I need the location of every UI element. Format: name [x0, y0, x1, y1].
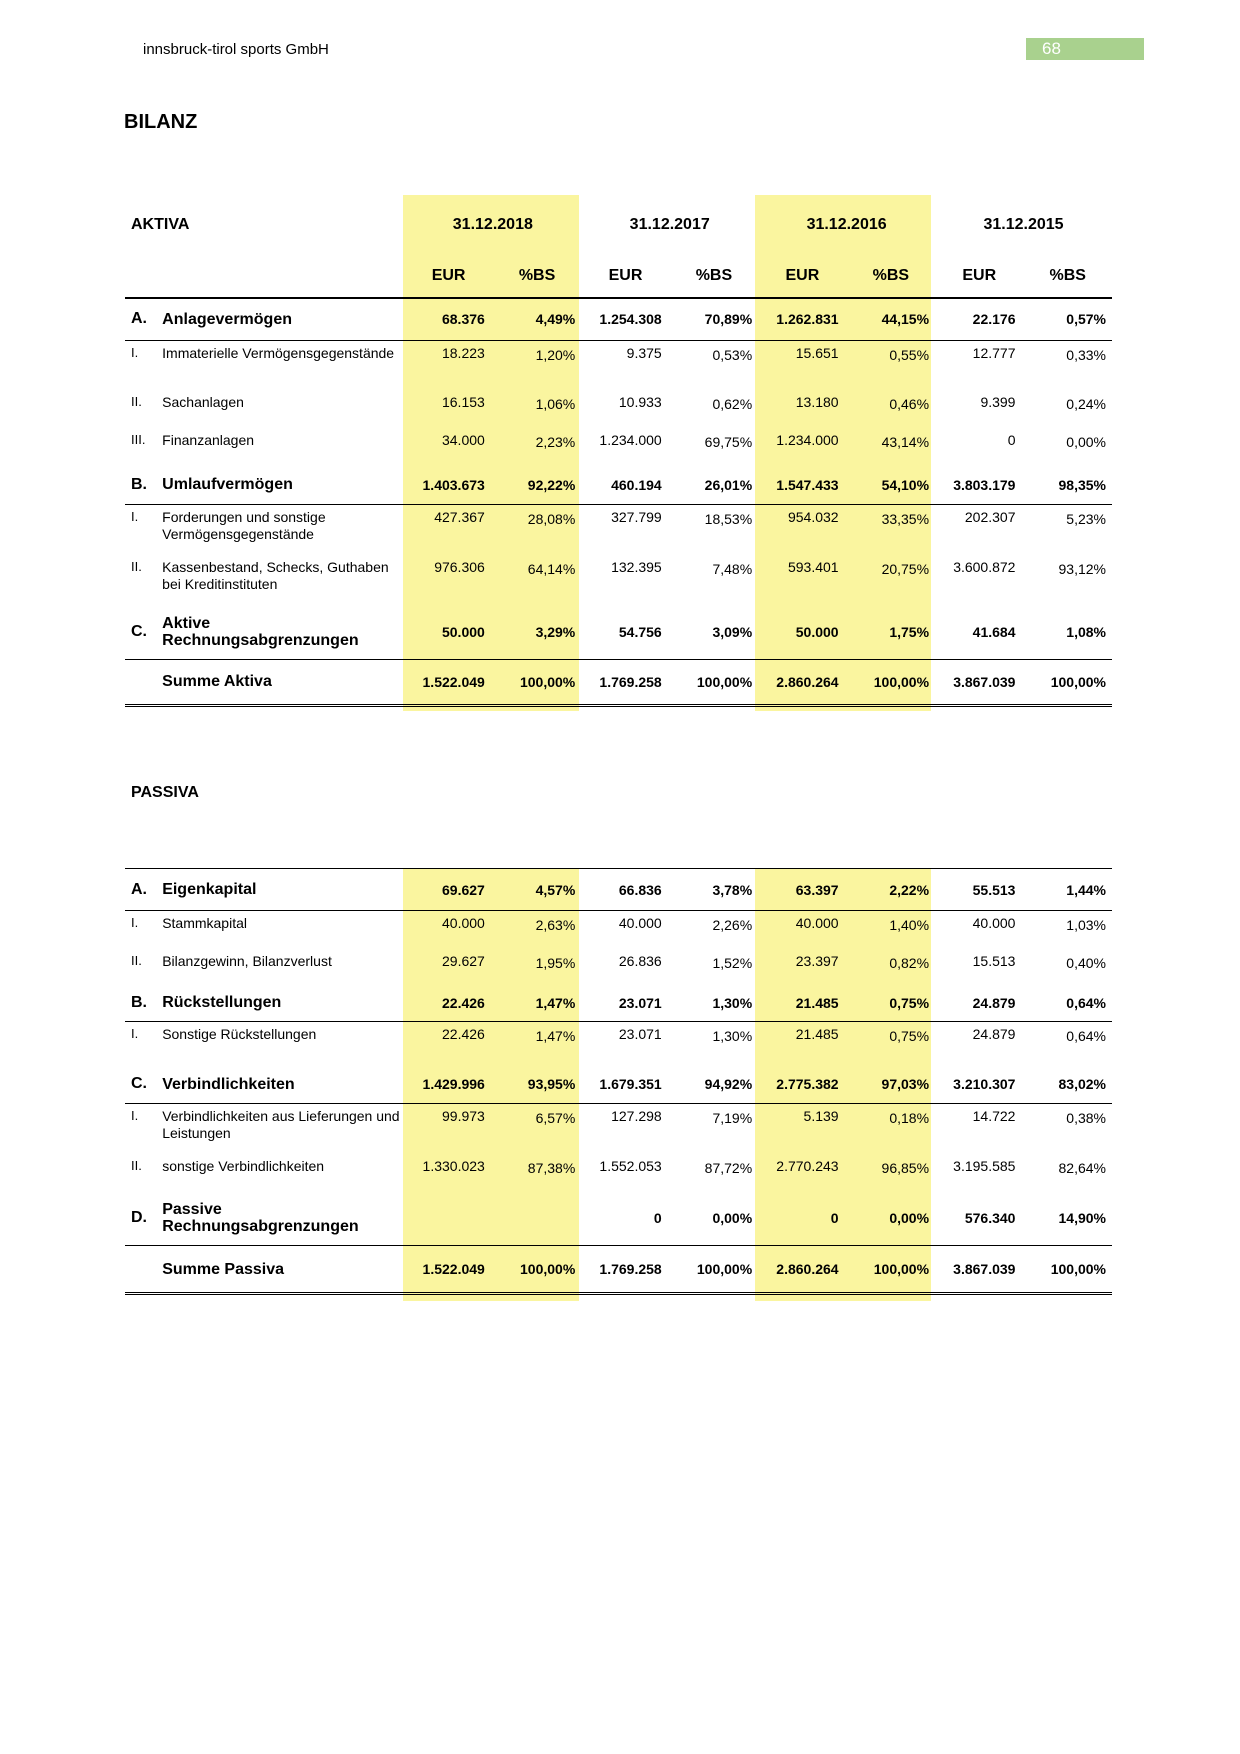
sum-label: Summe Passiva	[162, 1246, 404, 1294]
eur-header: EUR	[935, 254, 1023, 298]
value-cell: 40.000	[795, 915, 839, 931]
value-cell: 1.403.673	[404, 466, 492, 504]
value-cell: 98,35%	[1023, 466, 1112, 504]
value-cell: 0,64%	[1023, 985, 1112, 1022]
value-cell: 63.397	[758, 869, 846, 911]
date-header: 31.12.2018	[452, 216, 533, 233]
eur-header: EUR	[758, 254, 846, 298]
section-code: A.	[125, 298, 162, 340]
value-cell: 4,57%	[493, 869, 581, 911]
value-cell: 15.651	[795, 344, 839, 361]
value-cell: 15.513	[972, 952, 1016, 969]
value-cell: 92,22%	[493, 466, 581, 504]
value-cell: 0	[581, 1192, 669, 1246]
value-cell: 0,00%	[847, 1192, 935, 1246]
section-row	[125, 1066, 1112, 1104]
value-cell: 2,26%	[712, 917, 753, 933]
value-cell: 69,75%	[704, 434, 753, 450]
value-cell: 0,62%	[712, 396, 753, 412]
item-row	[125, 1154, 1112, 1192]
value-cell: 593.401	[787, 559, 839, 575]
value-cell: 26,01%	[670, 466, 758, 504]
item-label: Sonstige Rückstellungen	[162, 1026, 317, 1042]
value-cell: 44,15%	[847, 298, 935, 340]
value-cell: 3.600.872	[953, 559, 1016, 575]
value-cell: 94,92%	[670, 1066, 758, 1104]
item-row	[125, 504, 1112, 555]
value-cell: 0,75%	[847, 985, 935, 1022]
value-cell: 20,75%	[881, 561, 930, 577]
value-cell: 1,30%	[712, 1028, 753, 1044]
value-cell: 1,52%	[712, 954, 753, 971]
value-cell: 1,06%	[535, 396, 576, 412]
value-cell: 2,23%	[535, 434, 576, 450]
section-code: C.	[125, 605, 162, 659]
date-header: 31.12.2015	[983, 216, 1064, 233]
value-cell: 43,14%	[881, 434, 930, 450]
value-cell: 1,95%	[535, 954, 576, 971]
value-cell: 22.176	[935, 298, 1023, 340]
value-cell: 9.399	[980, 394, 1016, 410]
value-cell: 100,00%	[670, 659, 758, 705]
page-title: BILANZ	[124, 111, 198, 133]
section-code: A.	[125, 869, 162, 911]
value-cell: 70,89%	[670, 298, 758, 340]
passiva-label: PASSIVA	[131, 784, 199, 801]
value-cell: 100,00%	[847, 1246, 935, 1294]
value-cell: 7,19%	[712, 1110, 753, 1126]
value-cell: 23.071	[618, 1026, 662, 1042]
value-cell: 132.395	[611, 559, 662, 575]
value-cell: 1,75%	[847, 605, 935, 659]
value-cell: 0	[1007, 432, 1016, 448]
value-cell: 0,40%	[1066, 954, 1106, 971]
item-code: II.	[131, 394, 142, 409]
value-cell: 99.973	[442, 1108, 485, 1124]
item-row	[125, 428, 1112, 466]
value-cell: 14.722	[972, 1108, 1016, 1124]
value-cell: 96,85%	[881, 1159, 930, 1176]
item-code: I.	[131, 1108, 139, 1123]
value-cell: 1,03%	[1066, 917, 1106, 933]
value-cell: 1,47%	[535, 1028, 576, 1044]
value-cell: 2,63%	[535, 917, 576, 933]
value-cell: 976.306	[434, 559, 485, 575]
value-cell: 18.223	[441, 344, 485, 361]
value-cell	[493, 1192, 581, 1246]
item-row	[125, 911, 1112, 949]
value-cell: 100,00%	[493, 659, 581, 705]
value-cell: 54,10%	[847, 466, 935, 504]
item-row	[125, 949, 1112, 985]
value-cell: 0,33%	[1066, 346, 1106, 363]
value-cell: 1.769.258	[581, 1246, 669, 1294]
section-row	[125, 466, 1112, 504]
section-code: B.	[125, 985, 162, 1022]
section-row	[125, 298, 1112, 340]
value-cell: 54.756	[581, 605, 669, 659]
value-cell: 1.679.351	[581, 1066, 669, 1104]
value-cell: 0,64%	[1066, 1028, 1106, 1044]
value-cell: 50.000	[404, 605, 492, 659]
item-code: I.	[131, 344, 139, 360]
value-cell: 2.860.264	[758, 659, 846, 705]
section-code: B.	[125, 466, 162, 504]
value-cell: 21.485	[758, 985, 846, 1022]
item-row	[125, 1104, 1112, 1154]
value-cell: 21.485	[795, 1026, 839, 1042]
section-row	[125, 1192, 1112, 1246]
value-cell: 0	[758, 1192, 846, 1246]
value-cell: 1,08%	[1023, 605, 1112, 659]
value-cell: 41.684	[935, 605, 1023, 659]
value-cell: 1.552.053	[599, 1157, 662, 1174]
value-cell: 14,90%	[1023, 1192, 1112, 1246]
value-cell: 3,09%	[670, 605, 758, 659]
value-cell: 1.254.308	[581, 298, 669, 340]
value-cell: 100,00%	[1023, 1246, 1112, 1294]
value-cell: 0,53%	[712, 346, 753, 363]
value-cell: 12.777	[972, 344, 1016, 361]
value-cell: 460.194	[581, 466, 669, 504]
value-cell: 0,57%	[1023, 298, 1112, 340]
value-cell: 23.397	[795, 952, 839, 969]
eur-header: EUR	[581, 254, 669, 298]
value-cell: 1.769.258	[581, 659, 669, 705]
value-cell: 93,95%	[493, 1066, 581, 1104]
value-cell: 100,00%	[1023, 659, 1112, 705]
value-cell: 33,35%	[881, 510, 930, 527]
value-cell: 7,48%	[712, 561, 753, 577]
value-cell: 0,82%	[889, 954, 930, 971]
value-cell: 3,29%	[493, 605, 581, 659]
item-row	[125, 340, 1112, 390]
value-cell	[404, 1192, 492, 1246]
item-label: Stammkapital	[162, 915, 247, 931]
section-label: Rückstellungen	[162, 985, 404, 1022]
value-cell: 66.836	[581, 869, 669, 911]
value-cell: 1.234.000	[776, 432, 839, 448]
value-cell: 1.429.996	[404, 1066, 492, 1104]
value-cell: 83,02%	[1023, 1066, 1112, 1104]
value-cell: 1,44%	[1023, 869, 1112, 911]
value-cell: 40.000	[442, 915, 485, 931]
item-label: Forderungen und sonstige Vermögensgegenstände	[162, 508, 326, 542]
value-cell: 18,53%	[704, 510, 753, 527]
value-cell: 0,00%	[1066, 434, 1106, 450]
value-cell: 1.234.000	[599, 432, 662, 448]
value-cell: 202.307	[964, 508, 1016, 525]
section-label: Passive Rechnungsabgrenzungen	[162, 1192, 404, 1246]
value-cell: 69.627	[404, 869, 492, 911]
value-cell: 1,20%	[535, 346, 576, 363]
section-label: Anlagevermögen	[162, 298, 404, 340]
value-cell: 29.627	[442, 952, 485, 969]
value-cell: 327.799	[611, 508, 662, 525]
value-cell: 22.426	[442, 1026, 485, 1042]
value-cell: 2.860.264	[758, 1246, 846, 1294]
value-cell: 5,23%	[1066, 510, 1106, 527]
item-label: Verbindlichkeiten aus Lieferungen und Leistungen	[162, 1108, 400, 1141]
value-cell: 87,38%	[527, 1159, 576, 1176]
value-cell: 0,38%	[1066, 1110, 1106, 1126]
value-cell: 1,40%	[889, 917, 930, 933]
value-cell: 4,49%	[493, 298, 581, 340]
passiva-table	[125, 868, 1112, 1295]
value-cell: 100,00%	[847, 659, 935, 705]
section-code: D.	[125, 1192, 162, 1246]
value-cell: 954.032	[787, 508, 839, 525]
value-cell: 97,03%	[847, 1066, 935, 1104]
value-cell: 64,14%	[527, 561, 576, 577]
value-cell: 24.879	[935, 985, 1023, 1022]
value-cell: 0,24%	[1066, 396, 1106, 412]
section-row	[125, 985, 1112, 1022]
item-code: II.	[131, 559, 142, 574]
value-cell: 24.879	[972, 1026, 1016, 1042]
value-cell: 1,30%	[670, 985, 758, 1022]
value-cell: 40.000	[618, 915, 662, 931]
value-cell: 28,08%	[527, 510, 576, 527]
sum-row	[125, 1246, 1112, 1294]
company-name: innsbruck-tirol sports GmbH	[143, 41, 329, 58]
section-row	[125, 605, 1112, 659]
value-cell: 22.426	[404, 985, 492, 1022]
value-cell: 2.775.382	[758, 1066, 846, 1104]
section-row	[125, 869, 1112, 911]
value-cell: 68.376	[404, 298, 492, 340]
value-cell: 23.071	[581, 985, 669, 1022]
value-cell: 1.262.831	[758, 298, 846, 340]
value-cell: 34.000	[441, 432, 485, 448]
date-header: 31.12.2017	[629, 216, 710, 233]
item-label: Immaterielle Vermögensgegenstände	[162, 344, 395, 361]
value-cell: 16.153	[441, 394, 485, 410]
item-code: I.	[131, 1026, 139, 1041]
value-cell: 13.180	[795, 394, 839, 410]
eur-header: EUR	[404, 254, 492, 298]
aktiva-table	[125, 196, 1112, 707]
value-cell: 1,47%	[493, 985, 581, 1022]
page-number-badge: 68	[1026, 38, 1144, 60]
value-cell: 0,55%	[889, 346, 930, 363]
value-cell: 50.000	[758, 605, 846, 659]
item-row	[125, 390, 1112, 428]
item-row	[125, 555, 1112, 605]
value-cell: 0,18%	[889, 1110, 930, 1126]
pct-header: %BS	[1023, 254, 1112, 298]
value-cell: 3.867.039	[935, 659, 1023, 705]
value-cell: 9.375	[626, 344, 662, 361]
value-cell: 1.547.433	[758, 466, 846, 504]
value-cell: 87,72%	[704, 1159, 753, 1176]
section-label: Eigenkapital	[162, 869, 404, 911]
item-label: sonstige Verbindlichkeiten	[162, 1157, 325, 1174]
item-label: Sachanlagen	[162, 394, 244, 410]
value-cell: 576.340	[935, 1192, 1023, 1246]
item-code: I.	[131, 508, 139, 524]
section-label: Umlaufvermögen	[162, 466, 404, 504]
section-label: Verbindlichkeiten	[162, 1066, 404, 1104]
pct-header: %BS	[670, 254, 758, 298]
sum-label: Summe Aktiva	[162, 659, 404, 705]
item-code: III.	[131, 432, 146, 447]
value-cell: 100,00%	[670, 1246, 758, 1294]
value-cell: 1.330.023	[422, 1157, 485, 1174]
value-cell: 3,78%	[670, 869, 758, 911]
sum-row	[125, 659, 1112, 705]
pct-header: %BS	[847, 254, 935, 298]
value-cell: 1.522.049	[404, 1246, 492, 1294]
aktiva-label: AKTIVA	[131, 216, 190, 233]
item-row	[125, 1022, 1112, 1066]
item-code: I.	[131, 915, 139, 930]
value-cell: 0,00%	[670, 1192, 758, 1246]
value-cell: 3.803.179	[935, 466, 1023, 504]
value-cell: 427.367	[434, 508, 485, 525]
value-cell: 3.867.039	[935, 1246, 1023, 1294]
value-cell: 3.195.585	[953, 1157, 1016, 1174]
value-cell: 26.836	[618, 952, 662, 969]
value-cell: 82,64%	[1058, 1159, 1106, 1176]
pct-header: %BS	[493, 254, 581, 298]
value-cell: 1.522.049	[404, 659, 492, 705]
value-cell: 3.210.307	[935, 1066, 1023, 1104]
item-label: Finanzanlagen	[162, 432, 255, 448]
value-cell: 2.770.243	[776, 1157, 839, 1174]
value-cell: 5.139	[803, 1108, 839, 1124]
value-cell: 0,46%	[889, 396, 930, 412]
value-cell: 40.000	[972, 915, 1016, 931]
item-code: II.	[131, 952, 142, 968]
value-cell: 100,00%	[493, 1246, 581, 1294]
value-cell: 93,12%	[1058, 561, 1106, 577]
date-header: 31.12.2016	[806, 216, 887, 233]
item-code: II.	[131, 1157, 142, 1173]
item-label: Bilanzgewinn, Bilanzverlust	[162, 952, 332, 969]
value-cell: 2,22%	[847, 869, 935, 911]
item-label: Kassenbestand, Schecks, Guthaben bei Kreditinstituten	[162, 559, 389, 592]
value-cell: 0,75%	[889, 1028, 930, 1044]
value-cell: 55.513	[935, 869, 1023, 911]
value-cell: 10.933	[618, 394, 662, 410]
value-cell: 127.298	[611, 1108, 662, 1124]
section-label: Aktive Rechnungsabgrenzungen	[162, 605, 404, 659]
value-cell: 6,57%	[535, 1110, 576, 1126]
section-code: C.	[125, 1066, 162, 1104]
